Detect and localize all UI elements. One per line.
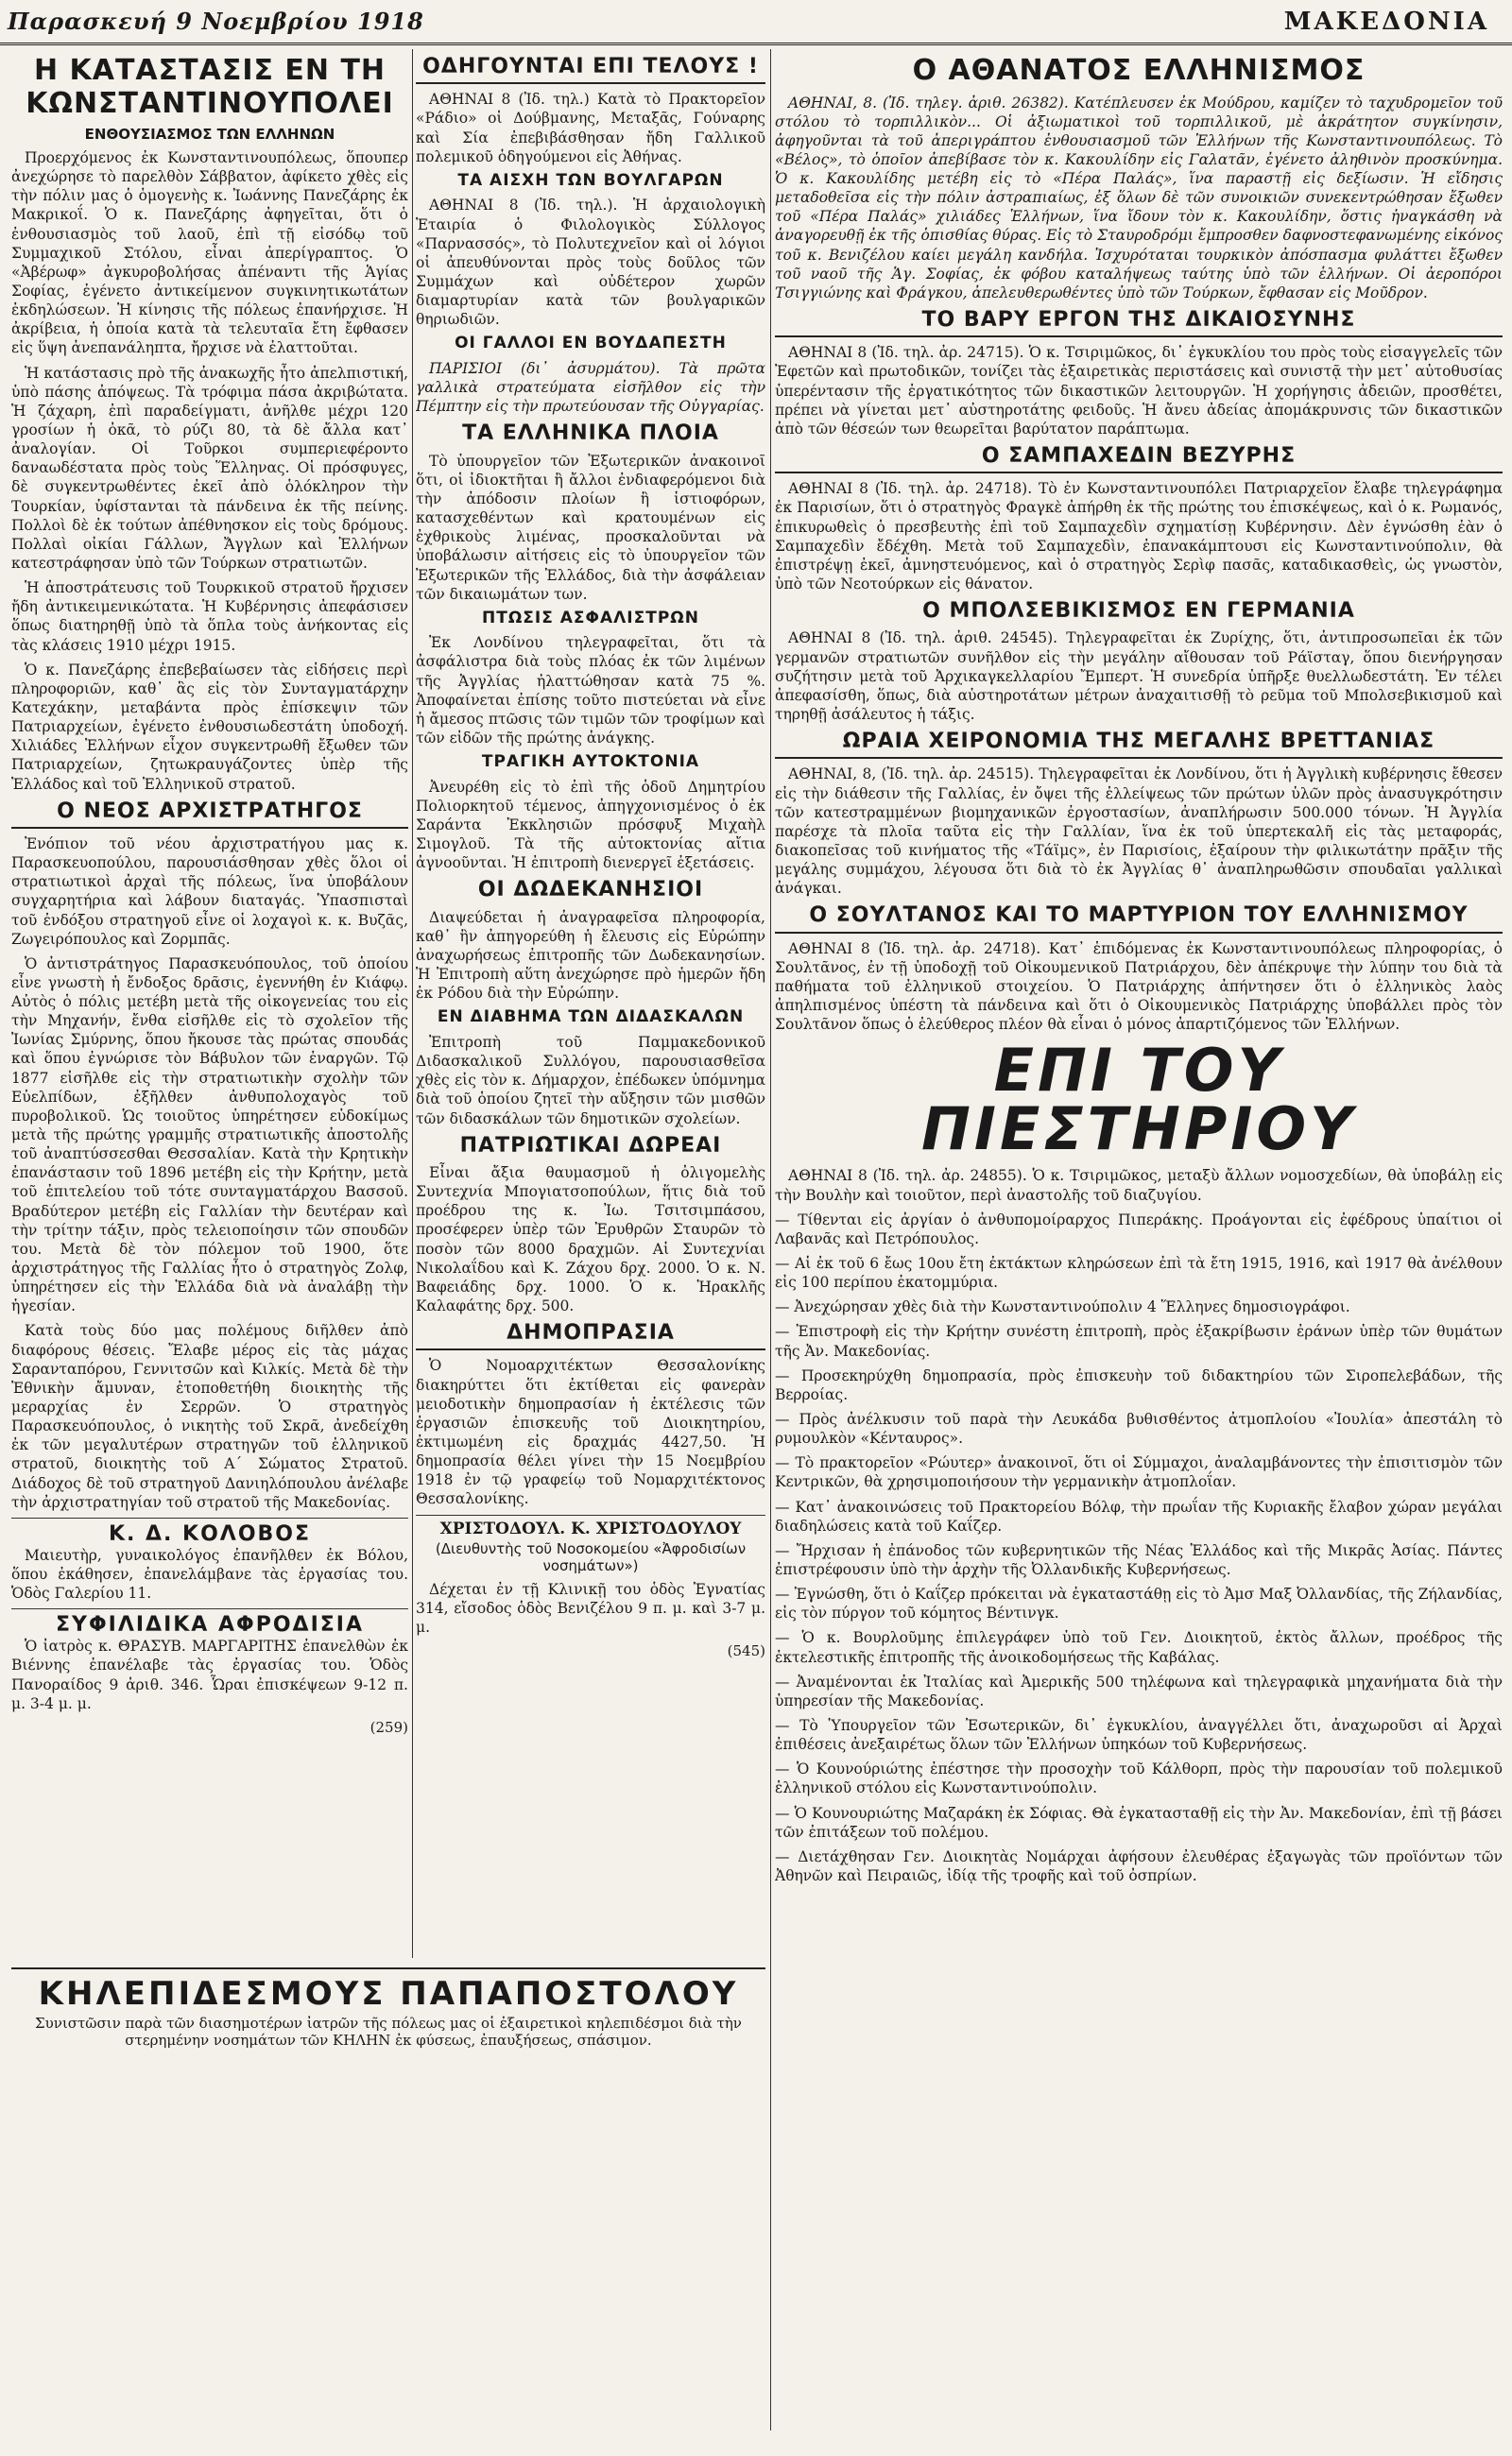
ad-title: ΧΡΙΣΤΟΔΟΥΛ. Κ. ΧΡΙΣΤΟΔΟΥΛΟΥ <box>439 1519 742 1538</box>
article-paragraph: ΑΘΗΝΑΙ 8 (Ἰδ. τηλ.). Ἡ ἀρχαιολογικὴ Ἑταιρία ὁ Φιλολογικὸς Σύλλογος «Παρνασσός», τὸ Πολυτεχνεῖον καὶ οἱ λόγιοι οἱ ἀπευθύνονται πρὸς τοὺς δοῦλος τῶν Συμμάχων καὶ οὐδέτερον χωρῶν διαμαρτυρίαν κατὰ τῶν βουλγαρικῶν θηριωδιῶν. <box>416 197 765 329</box>
column-rule <box>412 49 413 1958</box>
newspaper-name: ΜΑΚΕΔΟΝΙΑ <box>1283 7 1489 36</box>
headline: ΤΡΑΓΙΚΗ ΑΥΤΟΚΤΟΝΙΑ <box>481 752 700 772</box>
list-item: — Ὁ Κουνούριώτης ἐπέστησε τὴν προσοχὴν τοῦ Κάλθορπ, πρὸς τὴν παρουσίαν τοῦ πολεμικοῦ ἑλληνικοῦ στόλου εἰς Κωνσταντινούπολιν. <box>775 1760 1503 1797</box>
list-item: — Πρὸς ἀνέλκυσιν τοῦ παρὰ τὴν Λευκάδα βυθισθέντος ἀτμοπλοίου «Ἰουλία» ἀπεστάλη τὸ ρυμουλκὸν «Κένταυρος». <box>775 1411 1503 1448</box>
article-paragraph: ΑΘΗΝΑΙ 8 (Ἰδ. τηλ. ἀρ. 24718). Τὸ ἐν Κωνσταντινουπόλει Πατριαρχεῖον ἔλαβε τηλεγράφημα ἐκ Παρισίων, ὅτι ὁ στρατηγὸς Φραγκὲ ἀπήρθη ἐκ τῆς πρώτης του ἐπισκέψεως, καὶ ὁ κ. Ρωμανός, ἐπικυρωθεὶς ὁ πρεσβευτὴς ἐπὶ τοῦ Σαμπαχεδὶν σχηματίσῃ Κυβέρνησιν. Δὲν ἐγνώσθη ἐὰν ὁ Σαμπαχεδὶν ἔδέχθη. Μετὰ τοῦ Σαμπαχεδὶν, ἐπανακάμπτουσι εἰς Κωνσταντινούπολιν, θὰ ἐπιστρέψῃ ἐκεῖ, ἀμνηστευόμενος, καὶ ὁ στρατηγὸς Σερὶφ πασᾶς, καταδικασθεὶς, ὡς γνωστὸν, ὑπὸ τῶν Νεοτούρκων εἰς θάνατον. <box>775 480 1503 593</box>
ad-number: (259) <box>369 1718 408 1736</box>
headline: ΟΙ ΓΑΛΛΟΙ ΕΝ ΒΟΥΔΑΠΕΣΤΗ <box>455 334 727 353</box>
headline-new-commander: Ο ΝΕΟΣ ΑΡΧΙΣΤΡΑΤΗΓΟΣ <box>11 799 408 829</box>
headline: ΠΤΩΣΙΣ ΑΣΦΑΛΙΣΤΡΩΝ <box>482 608 699 627</box>
headline: ΟΙ ΔΩΔΕΚΑΝΗΣΙΟΙ <box>477 878 704 902</box>
article-paragraph: Ἡ κατάστασις πρὸ τῆς ἀνακωχῆς ἦτο ἀπελπιστική, ὑπὸ πάσης ἀπόψεως. Τὰ τρόφιμα πάσα ἀκριβώτατα. Ἡ ζάχαρη, ἐπὶ παραδείγματι, ἀνῆλθε μέχρι 120 γροσίων ἡ ὀκᾶ, τὸ ρύζι 80, τὰ δὲ ἄλλα κατ᾽ ἀναλογίαν. Οἱ Τοῦρκοι συμπεριεφέροντο δαναωδέστατα πρὸς τοὺς Ἕλληνας. Οἱ πρόσφυγες, δὲ συγκεντρωθέντες ἐκεῖ ἀπὸ ὁλόκληρον τὴν Τουρκίαν, ὑφίστανται τὰ πάνδεινα ἐκ τῆς πείνης. Πολλοὶ δὲ ἐκ τούτων ἀπέθνησκον εἰς τοὺς δρόμους. Πολλαὶ οἰκίαι Γάλλων, Ἄγγλων καὶ Ἑλλήνων κατεστράφησαν ὑπὸ τῶν Τούρκων στρατιωτῶν. <box>11 364 408 572</box>
list-item: — Ἤρχισαν ἡ ἐπάνοδος τῶν κυβερνητικῶν τῆς Νέας Ἐλλάδος καὶ τῆς Μικρᾶς Ἀσίας. Πάντες ἐπιστρέφουσιν ὑπὸ τὴν ἀρχὴν τῆς Ὀλλανδικῆς Κυβερνήσεως. <box>775 1541 1503 1578</box>
headline: ΩΡΑΙΑ ΧΕΙΡΟΝΟΜΙΑ ΤΗΣ ΜΕΓΑΛΗΣ ΒΡΕΤΤΑΝΙΑΣ <box>775 730 1503 759</box>
list-item: — Ἀναμένονται ἐκ Ἰταλίας καὶ Ἀμερικῆς 500 τηλέφωνα καὶ τηλεγραφικὰ μηχανήματα διὰ τὴν ὑπηρεσίαν τῆς Μακεδονίας. <box>775 1673 1503 1709</box>
banner-title: ΚΗΛΕΠΙΔΕΣΜΟΥΣ ΠΑΠΑΠΟΣΤΟΛΟΥ <box>38 1975 739 2013</box>
column-middle <box>416 49 765 1958</box>
news-items-list <box>775 1211 1503 1885</box>
article-paragraph: ΑΘΗΝΑΙ 8 (Ἰδ. τηλ. ἀρ. 24718). Κατ᾽ ἐπιδόμενας ἐκ Κωνσταντινουπόλεως πληροφορίας, ὁ Σουλτᾶνος, ἐν τῇ ὑποδοχῇ τοῦ Οἰκουμενικοῦ Πατριάρχου, δὲν ἀπέκρυψε τὴν λύπην του διὰ τὰ παθήματα τοῦ ἑλληνικοῦ στοιχείου. Ὁ Πατριάρχης ἀπήντησεν ὅτι ὁ ἑλληνικὸς λαὸς ἀπηλπισμένος ὑπέστη τὰ πάνδεινα καὶ ὅτι ὁ Οἰκουμενικὸς Πατριάρχης ὑποβάλλει πρὸς τὸν Σουλτᾶνον ὅπως ὁ ἐλεύθερος πλέον θὰ εἶναι ὁ μόνος ἀπαρτιζόμενος τῶν Ἑλλήνων. <box>775 939 1503 1034</box>
list-item: — Τὸ Ὑπουργεῖον τῶν Ἐσωτερικῶν, δι᾽ ἐγκυκλίου, ἀναγγέλλει ὅτι, ἀναχωροῦσι αἱ Ἀρχαὶ ἐπιθέσεις ἀνεξαιρέτως ὅλων τῶν Ἑλλήνων ὑπηκόων τοῦ Κυβερνήσεως. <box>775 1716 1503 1754</box>
ad-text: Μαιευτὴρ, γυναικολόγος ἐπανῆλθεν ἐκ Βόλου, ὅπου ἐκάθησεν, ἐπανελάμβανε τὰς ἐργασίας του. Ὁδὸς Γαλερίου 11. <box>11 1546 408 1603</box>
headline: ΔΗΜΟΠΡΑΣΙΑ <box>416 1321 765 1350</box>
article-paragraph: Ἀνευρέθη εἰς τὸ ἐπὶ τῆς ὁδοῦ Δημητρίου Πολιορκητοῦ τέμενος, ἀπηγχονισμένος ὁ ἐκ Σαράντα Ἐκκλησιῶν πρόσφυξ Μιχαὴλ Σιμογλοῦ. Τὰ τῆς αὐτοκτονίας αἴτια ἀγνοοῦνται. Ἡ ἐπιτροπὴ διενεργεῖ ἐξετάσεις. <box>416 778 765 872</box>
ad-title: Κ. Δ. ΚΟΛΟΒΟΣ <box>108 1521 312 1546</box>
article-paragraph: ΑΘΗΝΑΙ, 8, (Ἰδ. τηλ. ἀρ. 24515). Τηλεγραφεῖται ἐκ Λονδίνου, ὅτι ἡ Ἀγγλικὴ κυβέρνησις ἔθεσεν εἰς τὴν διάθεσιν τῆς Γαλλίας, ἐν ὄψει τῆς ἐλλείψεως τῶν πρώτων ὑλῶν πρὸς ἀνασυγκρότησιν τῶν κατεστραμμένων βιομηχανικῶν ἐργοστασίων, ἀναπλήρωσιν 500.000 τόνων. Ἡ Ἀγγλία παρέσχε τὰ πλοῖα ταῦτα εἰς τὴν Γαλλίαν, ἵνα ἐκ τοῦ ὑπερτεκαλῆ εἰς τὰς μεταφοράς, διακοπεῖσας τοῦ κινήματος τῆς «Τάϊμς», ἐν Παρισίοις, ἐξαίρουν τὴν φιλικωτάτην πρᾶξιν τῆς μεγάλης συμμάχου, λέγουσα ὅτι διὰ τὸ ἐκ Ἀγγλίας θ᾽ ἀναπληρωθῶσιν σπουδαῖαι γαλλικαὶ ἀνάγκαι. <box>775 765 1503 898</box>
headline: ΕΝ ΔΙΑΒΗΜΑ ΤΩΝ ΔΙΔΑΣΚΑΛΩΝ <box>437 1007 745 1027</box>
headline: ΠΑΤΡΙΩΤΙΚΑΙ ΔΩΡΕΑΙ <box>459 1133 722 1158</box>
headline-constantinople: Η ΚΑΤΑΣΤΑΣΙΣ ΕΝ ΤΗ ΚΩΝΣΤΑΝΤΙΝΟΥΠΟΛΕΙ <box>26 54 394 120</box>
headline: Ο ΑΘΑΝΑΤΟΣ ΕΛΛΗΝΙΣΜΟΣ <box>912 54 1366 87</box>
list-item: — Προσεκηρύχθη δημοπρασία, πρὸς ἐπισκευὴν τοῦ διδακτηρίου τῶν Σιροπελεβάδων, τῆς Βερροίας. <box>775 1366 1503 1403</box>
ad-title: ΣΥΦΙΛΙΔΙΚΑ ΑΦΡΟΔΙΣΙΑ <box>55 1613 364 1638</box>
article-paragraph: ΑΘΗΝΑΙ, 8. (Ἰδ. τηλεγ. ἀριθ. 26382). Κατέπλευσεν ἐκ Μούδρου, καμίζεν τὸ ταχυδρομεῖον τοῦ στόλου τὸ τορπιλλικὸν... Οἱ ἀξιωματικοὶ τοῦ τορπιλλικοῦ, μὲ ἀκράτητον συγκίνησιν, ἀφηγοῦνται τὰ τοῦ ἀπεριγράπτου ἐνθουσιασμοῦ τῶν Ἑλλήνων τῆς Κωνσταντινουπόλεως. Τὸ «Βέλος», τὸ ὁποῖον ἀπεβίβασε τὸν κ. Κακουλίδην εἰς Γαλατᾶν, ἐγένετο ἀληθινὸν προσκύνημα. Ὁ κ. Κακουλίδης μετέβη εἰς τὸ «Πέρα Παλάς», ἵνα παραστῇ εἰς δεξίωσιν. Ἡ εἴδησις μεταδοθεῖσα εἰς τὴν πόλιν ἀστραπιαίως, ἐξ ὅλων δὲ τῶν συνοικιῶν συνεκεντρώθησαν ἔξωθεν τοῦ «Πέρα Παλάς» χιλιάδες Ἑλλήνων, ἵνα ἴδουν τὸν κ. Κακουλίδην, ὅστις ἠναγκάσθη νὰ ἀναγορευθῇ ἐκ τῆς ὁπισθίας θύρας. Εἰς τὸ Σταυροδρόμι ἔμπροσθεν δαφνοστεφανωμένης εἰκόνος τοῦ κ. Βενιζέλου καίει μεγάλη κανδήλα. Ἰσχυρόταται τουρκικὸν ἀπόσπασμα φυλάττει ἔξωθεν τοῦ ναοῦ τῆς Ἁγ. Σοφίας, ἐκ φόβου καταλήψεως ταύτης ὑπὸ τῶν ἑλλήνων. Οἱ ἀεροπόροι Τσιγγιώνης καὶ Φράγκου, ἀπελευθερωθέντες ὑπὸ τῶν Τούρκων, ἔφθασαν εἰς Μοῦδρον. <box>775 94 1503 301</box>
article-paragraph: ΑΘΗΝΑΙ 8 (Ἰδ. τηλ. ἀρ. 24855). Ὁ κ. Τσιριμῶκος, μεταξὺ ἄλλων νομοσχεδίων, θὰ ὑποβάλῃ εἰς τὴν Βουλὴν καὶ τοιοῦτον, περὶ ἀναστολῆς τοῦ διαζυγίου. <box>775 1167 1503 1204</box>
list-item: — Κατ᾽ ἀνακοινώσεις τοῦ Πρακτορείου Βόλφ, τὴν πρωΐαν τῆς Κυριακῆς ἔλαβον χώραν μεγάλαι διαδηλώσεις κατὰ τοῦ Καΐζερ. <box>775 1498 1503 1535</box>
list-item: — Αἱ ἐκ τοῦ 6 ἔως 10ου ἔτη ἐκτάκτων κληρώσεων ἐπὶ τὰ ἔτη 1915, 1916, καὶ 1917 θὰ ἀνέλθουν εἰς 100 περίπου ἑκατομμύρια. <box>775 1255 1503 1292</box>
article-paragraph: Εἶναι ἄξια θαυμασμοῦ ἡ ὀλιγομελὴς Συντεχνία Μπογιατσοπούλων, ἥτις διὰ τοῦ προέδρου της κ. Ἰω. Τσιτσιμπάσου, προσέφερεν ὑπὲρ τῶν Ἐρυθρῶν Σταυρῶν τὸ ποσὸν τῶν 8000 δραχμῶν. Αἱ Συντεχνίαι Νικολαΐδου καὶ Κ. Ζάχου δρχ. 2000. Ὁ κ. Ν. Βαφειάδης δρχ. 1000. Ὁ κ. Ἡρακλῆς Καλαφάτης δρχ. 500. <box>416 1163 765 1314</box>
headline: ΟΔΗΓΟΥΝΤΑΙ ΕΠΙ ΤΕΛΟΥΣ ! <box>416 55 765 84</box>
article-paragraph: ΑΘΗΝΑΙ 8 (Ἰδ. τηλ. ἀριθ. 24545). Τηλεγραφεῖται ἐκ Ζυρίχης, ὅτι, ἀντιπροσωπεῖαι ἐκ τῶν γερμανῶν στρατιωτῶν συνῆλθον εἰς τὴν μεγάλην αἴθουσαν τοῦ Ράϊσταγ, ὅπου διενήργησαν συζήτησιν μετὰ τοῦ Ἀρχικαγκελλαρίου Ἔμπερτ. Ἡ συνεδρία ὑπῆρξε θυελλωδεστάτη. Ἐν τέλει ἀπεφασίσθη, ὅπως, διὰ αὐστηροτάτων μέτρων ἀναχαιτισθῇ τὸ ρεῦμα τοῦ Μπολσεβικισμοῦ καὶ τηρηθῇ ἀσάλευτος ἡ τάξις. <box>775 629 1503 724</box>
ad-subtitle: (Διευθυντὴς τοῦ Νοσοκομείου «Ἀφροδισίων νοσημάτων») <box>435 1539 747 1574</box>
masthead <box>0 0 1512 45</box>
ad-number: (545) <box>727 1641 765 1659</box>
headline: ΤΑ ΕΛΛΗΝΙΚΑ ΠΛΟΙΑ <box>462 421 719 446</box>
advertisement <box>416 1515 765 1659</box>
list-item: — Διετάχθησαν Γεν. Διοικητὰς Νομάρχαι ἀφήσουν ἐλευθέρας ἐξαγωγὰς τῶν προϊόντων τῶν Ἀθηνῶν καὶ Πειραιῶς, ἰδίᾳ τῆς τροφῆς καὶ τοῦ ὀσπρίων. <box>775 1847 1503 1884</box>
banner-text: Συνιστῶσιν παρὰ τῶν διασημοτέρων ἰατρῶν τῆς πόλεως μας οἱ ἐξαιρετικοὶ κηλεπιδέσμοι διὰ τὴν στερημένην νοσημάτων τῶν ΚΗΛΗΝ ἐκ φύσεως, ἐπαυξήσεως, σπάσιμον. <box>35 2015 742 2049</box>
article-paragraph: Προερχόμενος ἐκ Κωνσταντινουπόλεως, ὅπουπερ ἀνεχώρησε τὸ παρελθὸν Σάββατον, ἀφίκετο χθὲς εἰς τὴν πόλιν μας ὁ ὁμογενὴς κ. Ἰωάννης Πανεζάρης ἐκ Μακρικοΐ. Ὁ κ. Πανεζάρης ἀφηγεῖται, ὅτι ὁ ἐνθουσιασμὸς τοῦ λαοῦ, ἐπὶ τῇ εἰσόδῳ τοῦ Συμμαχικοῦ Στόλου, εἶναι ἀπερίγραπτος. Ὁ «Ἀβέρωφ» ἀγκυροβολήσας ἀπέναντι τῆς Ἁγίας Σοφίας, ἐγένετο ἀντικείμενον συγκινητικωτάτων ἐκδηλώσεων. Ἡ κίνησις τῆς πόλεως ἐπανήρχισε. Ἡ ἀκρίβεια, ἡ ὁποία κατὰ τὰ τελευταῖα ἔτη ἔφθασεν εἰς ὕψη ἀνεπανάληπτα, ἤρχισε νὰ ἐλαττοῦται. <box>11 149 408 357</box>
column-right <box>775 49 1503 2430</box>
article-paragraph: Ὁ κ. Πανεζάρης ἐπεβεβαίωσεν τὰς εἰδήσεις περὶ πληροφοριῶν, καθ᾽ ἃς εἰς τὸν Συνταγματάρχην Κατεχάκην, μεταβάντα πρὸς ἐπίσκεψιν τῶν Πατριαρχείων, ἐγένετο ἐνθουσιωδεστάτη ὑποδοχή. Χιλιάδες Ἑλλήνων εἶχον συγκεντρωθῆ ἔξωθεν τῶν Πατριαρχείων, ζητωκραυγάζοντες ὑπὲρ τῆς Ἑλλάδος καὶ τοῦ Ἑλληνικοῦ στρατοῦ. <box>11 661 408 793</box>
list-item: — Ἀνεχώρησαν χθὲς διὰ τὴν Κωνσταντινούπολιν 4 Ἕλληνες δημοσιογράφοι. <box>775 1298 1350 1316</box>
article-paragraph: Ἐκ Λονδίνου τηλεγραφεῖται, ὅτι τὰ ἀσφάλιστρα διὰ τοὺς πλόας ἐκ τῶν λιμένων τῆς Ἀγγλίας ἠλαττώθησαν κατὰ 75 %. Ἀποφαίνεται ἐπίσης τοῦτο πιστεύεται νὰ εἶνε ἡ ἄμεσος πτῶσις τῶν τιμῶν τῶν τροφίμων καὶ τῶν εἰδῶν τῆς πρώτης ἀνάγκης. <box>416 634 765 747</box>
article-paragraph: Ὁ Νομοαρχιτέκτων Θεσσαλονίκης διακηρύττει ὅτι ἐκτίθεται εἰς φανερὰν μειοδοτικὴν δημοπρασίαν ἡ ἐκτέλεσις τῶν ἐργασιῶν ἐπισκευῆς τοῦ Διοικητηρίου, ἐκτιμωμένη εἰς δραχμάς 4427,50. Ἡ δημοπρασία θέλει γίνει τὴν 15 Νοεμβρίου 1918 ἐν τῷ γραφείῳ τοῦ Νομαρχιτέκτονος Θεσσαλονίκης. <box>416 1357 765 1508</box>
banner-advertisement <box>11 1967 765 2049</box>
headline-press: ΕΠΙ ΤΟΥ ΠΙΕΣΤΗΡΙΟΥ <box>921 1036 1356 1164</box>
headline: Ο ΜΠΟΛΣΕΒΙΚΙΣΜΟΣ ΕΝ ΓΕΡΜΑΝΙΑ <box>922 599 1355 624</box>
article-paragraph: Ἐνόπιον τοῦ νέου ἀρχιστρατήγου μας κ. Παρασκευοπούλου, παρουσιάσθησαν χθὲς ὅλοι οἱ στρατιωτικοὶ ἀρχαὶ τῆς πόλεως, ἵνα ὑποβάλουν συγχαρητήρια καὶ λάβουν διαταγάς. Ὑπασπισταὶ τοῦ ἐνδόξου στρατηγοῦ εἶνε οἱ λοχαγοὶ κ. κ. Βυζᾶς, Ζωγειρόπουλος καὶ Ζορμπᾶς. <box>11 834 408 948</box>
article-paragraph: Ἐπιτροπὴ τοῦ Παμμακεδονικοῦ Διδασκαλικοῦ Συλλόγου, παρουσιασθεῖσα χθὲς εἰς τὸν κ. Δήμαρχον, ἐπέδωκεν ὑπόμνημα διὰ τοῦ ὁποίου ζητεῖ τὴν αὔξησιν τῶν μισθῶν τῶν διδασκάλων τῶν δημοτικῶν σχολείων. <box>416 1033 765 1127</box>
column-rule <box>770 49 771 2430</box>
article-paragraph: Διαψεύδεται ἡ ἀναγραφεῖσα πληροφορία, καθ᾽ ἣν ἀπηγορεύθη ἡ ἔλευσις εἰς Εὐρώπην ἀναχωρήσεως ἐπιτροπῆς τῶν Δωδεκανησίων. Ἡ Ἐπιτροπὴ αὕτη ἀνεχώρησε πρὸ ἡμερῶν ἤδη ἐκ Ρόδου διὰ τὴν Εὐρώπην. <box>416 908 765 1003</box>
headline: Ο ΣΑΜΠΑΧΕΔΙΝ ΒΕΖΥΡΗΣ <box>775 444 1503 473</box>
article-paragraph: ΑΘΗΝΑΙ 8 (Ἰδ. τηλ. ἀρ. 24715). Ὁ κ. Τσιριμῶκος, δι᾽ ἐγκυκλίου του πρὸς τοὺς εἰσαγγελεῖς τῶν Ἐφετῶν καὶ πρωτοδικῶν, τονίζει τὰς ἐξαιρετικὰς περιστάσεις καὶ συνιστᾷ τὴν μετ᾽ αὐτοθυσίας ὑπερέντασιν τῆς ἐργατικότητος τῶν δικαστικῶν λειτουργῶν. Ἡ χορήγησις ἀδειῶν, προσθέτει, πρέπει νὰ γίνεται μετ᾽ αὐστηροτάτης φειδοῦς. Ἡ ἄνευ ἀδείας ἀπομάκρυνσις τῶν δικαστικῶν ἀπὸ τῶν θέσεών των θεωρεῖται βαρύτατον παράπτωμα. <box>775 344 1503 438</box>
article-paragraph: ΠΑΡΙΣΙΟΙ (δι᾽ ἀσυρμάτου). Τὰ πρῶτα γαλλικὰ στρατεύματα εἰσῆλθον εἰς τὴν Πέμπτην εἰς τὴν πρωτεύουσαν τῆς Οὐγγαρίας. <box>416 359 765 416</box>
ad-text: Ὁ ἰατρὸς κ. ΘΡΑΣΥΒ. ΜΑΡΓΑΡΙΤΗΣ ἐπανελθὼν ἐκ Βιέννης ἐπανέλαβε τὰς ἐργασίας του. Ὁδὸς Πανοραίδος 9 ἀριθ. 346. Ὧραι ἐπισκέψεων 9-12 π. μ. 3-4 μ. μ. <box>11 1638 408 1712</box>
advertisement <box>11 1608 408 1736</box>
article-paragraph: Κατὰ τοὺς δύο μας πολέμους διῆλθεν ἀπὸ διαφόρους θέσεις. Ἔλαβε μέρος εἰς τὰς μάχας Σαρανταπόρου, Γεννιτσῶν καὶ Κιλκίς. Μετὰ δὲ τὴν Ἐθνικὴν ἄμυναν, ἐτοποθετήθη διοικητὴς τῆς μεραρχίας ἐν Σερρῶν. Ὁ στρατηγὸς Παρασκευόπουλος, ὁ νικητὴς τοῦ Σκρᾶ, ἀνεδείχθη ἐκ τῶν μεγαλυτέρων στρατηγῶν τοῦ ἑλληνικοῦ στρατοῦ, διοικητὴς τοῦ Α΄ Σώματος Στρατοῦ. Διάδοχος δὲ τοῦ στρατηγοῦ Δανιηλόπουλου ἀνέλαβε τὴν ἀρχιστρατηγίαν τοῦ στρατοῦ τῆς Μακεδονίας. <box>11 1322 408 1511</box>
list-item: — Ὁ κ. Βουρλοῦμης ἐπιλεγράφεν ὑπὸ τοῦ Γεν. Διοικητοῦ, ἐκτὸς ἄλλων, προέδρος τῆς ἐκτελεστικῆς ἐπιτροπῆς τῆς ἀνοικοδομήσεως τῆς Καβάλας. <box>775 1629 1503 1666</box>
list-item: — Ὁ Κουνουριώτης Μαζαράκη ἐκ Σόφιας. Θὰ ἐγκατασταθῇ εἰς τὴν Ἀν. Μακεδονίαν, ἐπὶ τῇ βάσει τῶν ἐπιτάξεων τοῦ πολέμου. <box>775 1804 1503 1841</box>
ad-text: Δέχεται ἐν τῇ Κλινικῇ του ὁδὸς Ἐγνατίας 314, εἴσοδος ὁδὸς Βενιζέλου 9 π. μ. καὶ 3-7 μ. μ. <box>416 1580 765 1636</box>
headline: ΤΑ ΑΙΣΧΗ ΤΩΝ ΒΟΥΛΓΑΡΩΝ <box>457 170 724 190</box>
advertisement <box>11 1518 408 1603</box>
column-left <box>11 49 408 1958</box>
subheadline: ΕΝΘΟΥΣΙΑΣΜΟΣ ΤΩΝ ΕΛΛΗΝΩΝ <box>84 126 335 143</box>
issue-date: Παρασκευή 9 Νοεμβρίου 1918 <box>8 8 424 35</box>
headline: Ο ΣΟΥΛΤΑΝΟΣ ΚΑΙ ΤΟ ΜΑΡΤΥΡΙΟΝ ΤΟΥ ΕΛΛΗΝΙΣΜΟΥ <box>775 903 1503 933</box>
headline: ΤΟ ΒΑΡΥ ΕΡΓΟΝ ΤΗΣ ΔΙΚΑΙΟΣΥΝΗΣ <box>775 308 1503 337</box>
article-paragraph: Τὸ ὑπουργεῖον τῶν Ἐξωτερικῶν ἀνακοινοῖ ὅτι, οἱ ἰδιοκτῆται ἢ ἄλλοι ἐνδιαφερόμενοι διὰ τὴν ἀπόδοσιν πλοίων ἢ ἱστιοφόρων, κατασχεθέντων καὶ κρατουμένων εἰς ἐχθρικοὺς λιμένας, προσκαλοῦνται νὰ ὑποβάλωσιν αἰτήσεις εἰς τὸ ὑπουργεῖον τῶν Ἐξωτερικῶν τῆς Ἑλλάδος, διὰ τὴν ἀσφάλειαν τῶν δικαιωμάτων των. <box>416 452 765 603</box>
list-item: — Τίθενται εἰς ἀργίαν ὁ ἀνθυπομοίραρχος Πιπεράκης. Προάγονται εἰς ἐφέδρους ὑπαίτιοι οἱ Λαβανᾶς καὶ Πετρόπουλος. <box>775 1211 1503 1247</box>
article-paragraph: Ὁ ἀντιστράτηγος Παρασκευόπουλος, τοῦ ὁποίου εἶνε γνωστὴ ἡ ἔνδοξος δρᾶσις, ἐγεννήθη ἐν Κιάφῳ. Αὐτὸς ὁ πόλις μετέβη μετὰ τῆς οἰκογενείας του εἰς τὴν Μηχανήν, ἔνθα εἰσῆλθε εἰς τὸ σχολεῖον τῆς Ἰωνίας Σμύρνης, ὅπου ἤκουσε τὰς πρώτας σπουδάς καὶ ὅπου ἐγνώρισε τὸν Βάβυλον τῶν ἐναργῶν. Τῷ 1877 εἰσῆλθε εἰς τὴν στρατιωτικὴν σχολὴν τῶν Εὐελπίδων, ἐξῆλθεν ἀνθυπολοχαγὸς τοῦ πυροβολικοῦ. Ὡς τοιοῦτος ὑπηρέτησεν εὐδοκίμως μετὰ τῆς πρώτης γραμμῆς στρατιωτικῆς ἀποστολῆς τοῦ ἀναπτύσσεσθαι Θεσσαλίαν. Κατὰ τὴν Κρητικὴν ἐπανάστασιν τοῦ 1896 μετέβη εἰς τὴν Κρήτην, μετὰ τοῦ ἐπιτελείου τοῦ τότε συνταγματάρχου Βασσοῦ. Βραδύτερον μετέβη εἰς Γαλλίαν τὴν δευτέραν καὶ τὴν τρίτην τάξιν, πρὸς τελειοποίησιν τῶν σπουδῶν του. Μετὰ δὲ τὸν πόλεμον τοῦ 1900, ὅτε ἀρχιστράτηγος τῆς Γαλλίας ἦτο ὁ στρατηγὸς Ζολφ, ὑπηρέτησεν εἰς τὴν Ἑλλάδα διὰ νὰ ἀναλάβῃ τὴν ἡγεσίαν. <box>11 954 408 1315</box>
list-item: — Ἐπιστροφὴ εἰς τὴν Κρήτην συνέστη ἐπιτροπὴ, πρὸς ἐξακρίβωσιν ἐράνων ὑπὲρ τῶν θυμάτων τῆς Ἀν. Μακεδονίας. <box>775 1323 1503 1360</box>
list-item: — Τὸ πρακτορεῖον «Ρώυτερ» ἀνακοινοῖ, ὅτι οἱ Σύμμαχοι, ἀναλαμβάνοντες τὴν ἐπισιτισμὸν τῶν Κεντρικῶν, θὰ χρησιμοποιήσουν τὴν γερμανικὴν ἀτμοπλοΐαν. <box>775 1454 1503 1491</box>
article-paragraph: Ἡ ἀποστράτευσις τοῦ Τουρκικοῦ στρατοῦ ἤρχισεν ἤδη ἀντικειμενικώτατα. Ἡ Κυβέρνησις ἀπεφάσισεν ὅπως διατηρηθῇ ὑπὸ τὰ ὅπλα τοὺς ἀνήκοντας εἰς τὰς κλάσεις 1910 μέχρι 1915. <box>11 579 408 654</box>
list-item: — Ἐγνώσθη, ὅτι ὁ Καΐζερ πρόκειται νὰ ἐγκαταστάθῃ εἰς τὸ Ἀμσ Μαξ Ὀλλανδίας, τῆς Ζήλανδίας, εἰς τὸν πύργον τοῦ κόμητος Βέντινγκ. <box>775 1586 1503 1623</box>
article-paragraph: ΑΘΗΝΑΙ 8 (Ἰδ. τηλ.) Κατὰ τὸ Πρακτορεῖον «Ράδιο» οἱ Δούβμανης, Μεταξᾶς, Γούναρης καὶ Σία ἐπεβιβάσθησαν ἤδη Γαλλικοῦ πολεμικοῦ ὁδηγούμενοι εἰς Ἀθήνας. <box>416 91 765 165</box>
